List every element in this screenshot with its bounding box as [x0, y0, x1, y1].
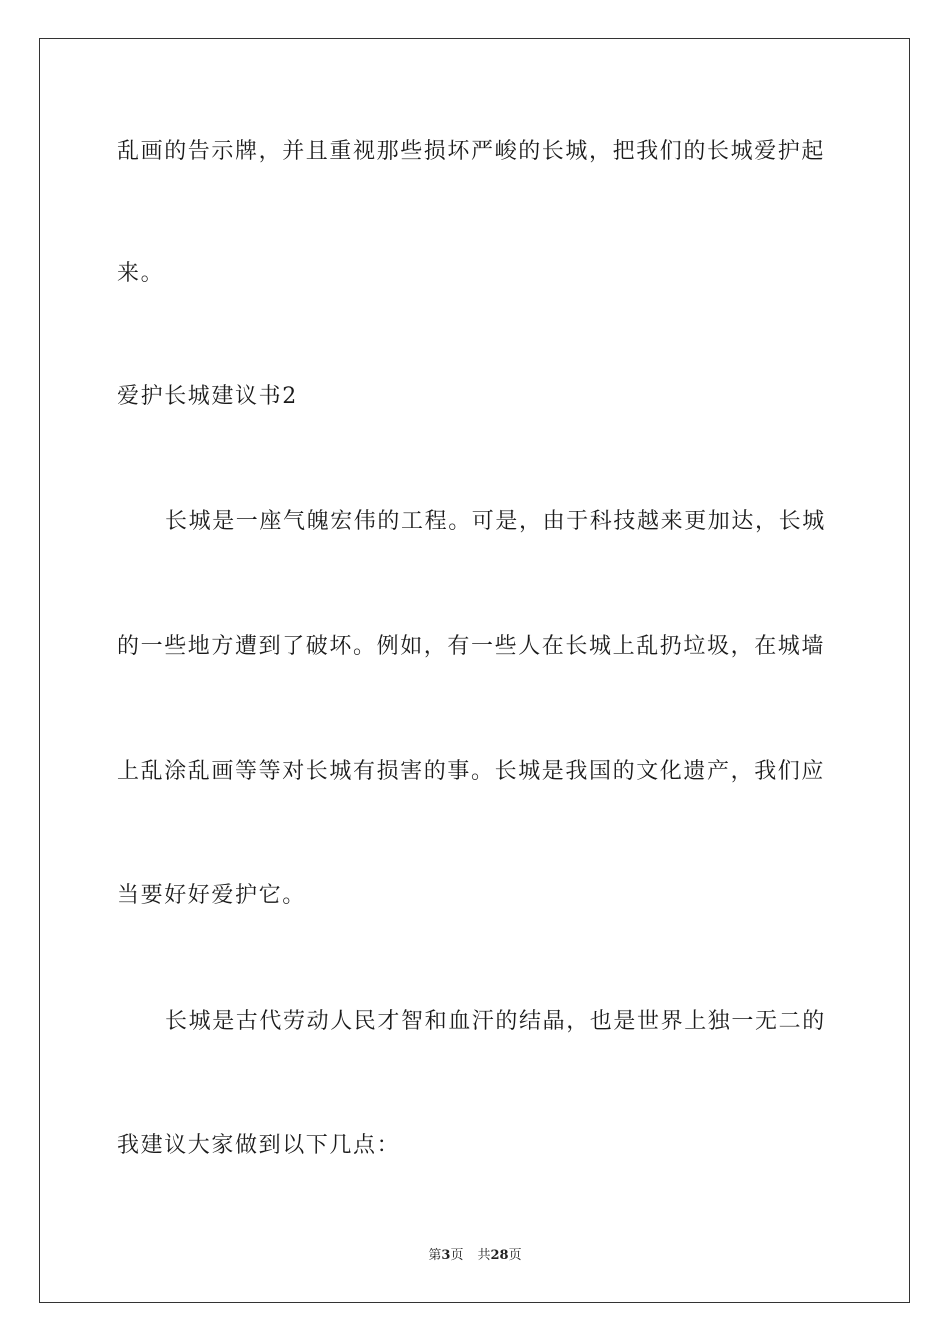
- paragraph-1-line-4: 当要好好爱护它。: [117, 883, 306, 908]
- paragraph-1-line-1: 长城是一座气魄宏伟的工程。可是，由于科技越来更加达，长城: [165, 509, 826, 534]
- paragraph-2-line-1: 长城是古代劳动人民才智和血汗的结晶，也是世界上独一无二的: [165, 1009, 826, 1034]
- footer-page-suffix: 页: [450, 1248, 464, 1263]
- footer-total-suffix: 页: [508, 1248, 522, 1263]
- footer-page-number: 3: [441, 1248, 451, 1263]
- text-line-2: 来。: [117, 261, 165, 286]
- paragraph-1-line-2: 的一些地方遭到了破坏。例如，有一些人在长城上乱扔垃圾，在城墙: [117, 634, 826, 659]
- page-border: [39, 38, 910, 1303]
- footer-total-pages: 28: [490, 1248, 509, 1263]
- text-line-1: 乱画的告示牌，并且重视那些损坏严峻的长城，把我们的长城爱护起: [117, 139, 826, 164]
- footer-page-prefix: 第: [428, 1248, 442, 1263]
- paragraph-2-line-2: 我建议大家做到以下几点：: [117, 1133, 401, 1158]
- footer-total-prefix: 共: [477, 1248, 491, 1263]
- section-heading: 爱护长城建议书2: [117, 384, 298, 409]
- paragraph-1-line-3: 上乱涂乱画等等对长城有损害的事。长城是我国的文化遗产，我们应: [117, 759, 826, 784]
- page-footer: [0, 1247, 950, 1265]
